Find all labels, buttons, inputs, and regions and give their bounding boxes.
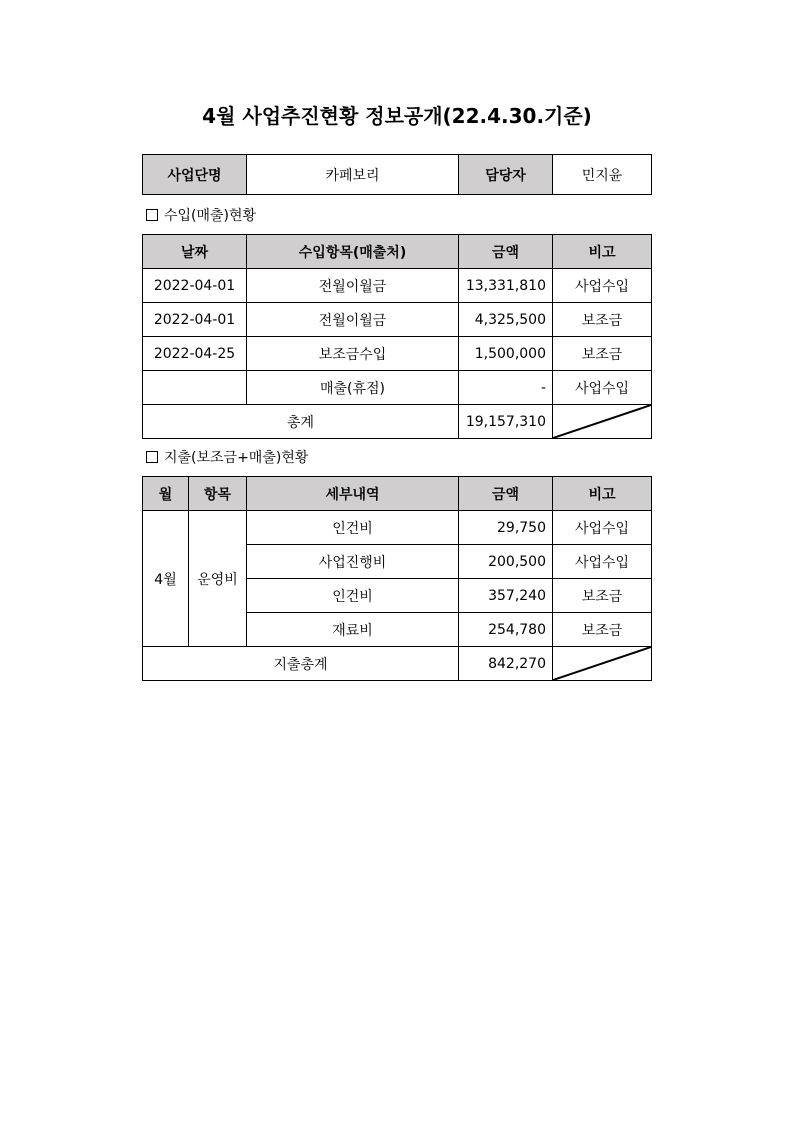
checkbox-square-icon: [146, 209, 158, 221]
income-note: 보조금: [553, 337, 652, 371]
income-item: 전월이월금: [247, 303, 459, 337]
expense-category: 운영비: [189, 511, 247, 647]
income-total-label: 총계: [143, 405, 459, 439]
project-name-label: 사업단명: [143, 155, 247, 195]
manager-label: 담당자: [459, 155, 553, 195]
project-info-table: [142, 154, 652, 195]
table-row: [143, 303, 652, 337]
expense-header-detail: 세부내역: [247, 477, 459, 511]
diagonal-slash-cell: [553, 647, 652, 681]
page-title: 4월 사업추진현황 정보공개(22.4.30.기준): [202, 104, 592, 128]
table-row: [143, 337, 652, 371]
expense-note: 사업수입: [553, 511, 652, 545]
income-amount: -: [459, 371, 553, 405]
expense-note: 보조금: [553, 613, 652, 647]
project-name-value: 카페보리: [247, 155, 459, 195]
expense-month: 4월: [143, 511, 189, 647]
expense-detail: 인건비: [247, 579, 459, 613]
income-section-title: 수입(매출)현황: [146, 205, 256, 225]
income-date: 2022-04-01: [143, 269, 247, 303]
income-item: 전월이월금: [247, 269, 459, 303]
expense-table: [142, 476, 652, 681]
income-total-row: [143, 405, 652, 439]
expense-header-category: 항목: [189, 477, 247, 511]
income-header-date: 날짜: [143, 235, 247, 269]
income-table: [142, 234, 652, 439]
expense-note: 보조금: [553, 579, 652, 613]
expense-total-amount: 842,270: [459, 647, 553, 681]
expense-amount: 357,240: [459, 579, 553, 613]
income-date: [143, 371, 247, 405]
expense-amount: 29,750: [459, 511, 553, 545]
diagonal-line-icon: [553, 405, 651, 438]
expense-detail: 인건비: [247, 511, 459, 545]
income-header-note: 비고: [553, 235, 652, 269]
table-row: [143, 371, 652, 405]
income-total-amount: 19,157,310: [459, 405, 553, 439]
income-note: 사업수입: [553, 269, 652, 303]
expense-header-month: 월: [143, 477, 189, 511]
diagonal-slash-cell: [553, 405, 652, 439]
expense-section-title: 지출(보조금+매출)현황: [146, 447, 308, 467]
income-note: 보조금: [553, 303, 652, 337]
income-amount: 4,325,500: [459, 303, 553, 337]
expense-detail: 사업진행비: [247, 545, 459, 579]
table-row: [143, 511, 652, 545]
diagonal-line-icon: [553, 647, 651, 680]
expense-amount: 254,780: [459, 613, 553, 647]
income-note: 사업수입: [553, 371, 652, 405]
income-amount: 1,500,000: [459, 337, 553, 371]
income-header-amount: 금액: [459, 235, 553, 269]
income-date: 2022-04-01: [143, 303, 247, 337]
expense-header-amount: 금액: [459, 477, 553, 511]
income-amount: 13,331,810: [459, 269, 553, 303]
income-date: 2022-04-25: [143, 337, 247, 371]
table-row: [143, 269, 652, 303]
expense-amount: 200,500: [459, 545, 553, 579]
manager-value: 민지윤: [553, 155, 652, 195]
income-header-item: 수입항목(매출처): [247, 235, 459, 269]
expense-total-row: [143, 647, 652, 681]
income-item: 보조금수입: [247, 337, 459, 371]
expense-detail: 재료비: [247, 613, 459, 647]
expense-header-note: 비고: [553, 477, 652, 511]
income-item: 매출(휴점): [247, 371, 459, 405]
checkbox-square-icon: [146, 451, 158, 463]
expense-note: 사업수입: [553, 545, 652, 579]
expense-total-label: 지출총계: [143, 647, 459, 681]
